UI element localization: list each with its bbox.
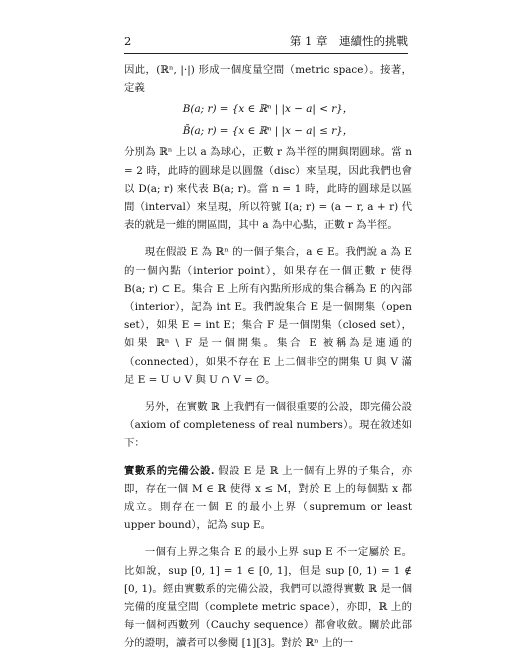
closed-ball-equation: B̄(a; r) = {x ∈ ℝⁿ | |x − a| ≤ r}， [182,124,354,137]
page-number: 2 [124,34,132,48]
interior-point-paragraph: 現在假設 E 為 ℝⁿ 的一個子集合，a ∈ E。我們說 a 為 E 的一個內點（interior point），如果存在一個正數 r 使得 B(a; r) ⊂ E。集合 E 上所有內點所形成的集合稱為 E 的內部（interior），記為 int E。我們說集合 E 是一個開集（open set），如果 E = int E；集合 F 是一個閉集（closed set），如果 ℝⁿ \ F 是一個開集。集合 E 被稱為是連通的（connected），如果不存在 E 上二個非空的開集 U 與 V 滿足 E = U ∪ V 與 U ∩ V = ∅。 [124,246,412,386]
axiom-statement: 假設 E 是 ℝ 上一個有上界的子集合，亦即，存在一個 M ∈ ℝ 使得 x ≤ M，對於 E 上的每個點 x 都成立。則存在一個 E 的最小上界（supremum or least upper bound），記為 sup E。 [124,464,412,532]
axiom-title: 實數系的完備公設. [124,464,215,477]
page-body [124,61,412,653]
metric-space-paragraph: 因此，(ℝⁿ, |·|) 形成一個度量空間（metric space）。接著，定義 [124,64,412,95]
page-header [124,33,408,54]
supremum-paragraph: 一個有上界之集合 E 的最小上界 sup E 不一定屬於 E。比如說，sup [0, 1] = 1 ∈ [0, 1]，但是 sup [0, 1) = 1 ∉ [0, 1)。經由實數系的完備公設，我們可以證得實數 ℝ 是一個完備的度量空間（complete metric space），亦即，ℝ 上的每一個柯西數列（Cauchy sequence）都會收斂。關於此部分的證明，讀者可以參閱 [1][3]。對於 ℝⁿ 上的一 [124,546,412,650]
open-ball-equation: B(a; r) = {x ∈ ℝⁿ | |x − a| < r}， [182,103,354,116]
chapter-title: 第 1 章 連續性的挑戰 [289,34,408,48]
completeness-axiom [124,462,412,535]
ball-definition-paragraph: 分別為 ℝⁿ 上以 a 為球心，正數 r 為半徑的開與閉圓球。當 n = 2 時，此時的圓球是以圓盤（disc）來呈現，因此我們也會以 D(a; r) 來代表 B(a; r)。當 n = 1 時，此時的圓球是以區間（interval）來呈現，所以符號 I(a; r) = (a − r, a + r) 代表的就是一維的開區間，其中 a 為中心點，正數 r 為半徑。 [124,146,412,232]
completeness-intro-paragraph: 另外，在實數 ℝ 上我們有一個很重要的公設，即完備公設（axiom of completeness of real numbers）。現在敘述如下： [124,401,412,450]
